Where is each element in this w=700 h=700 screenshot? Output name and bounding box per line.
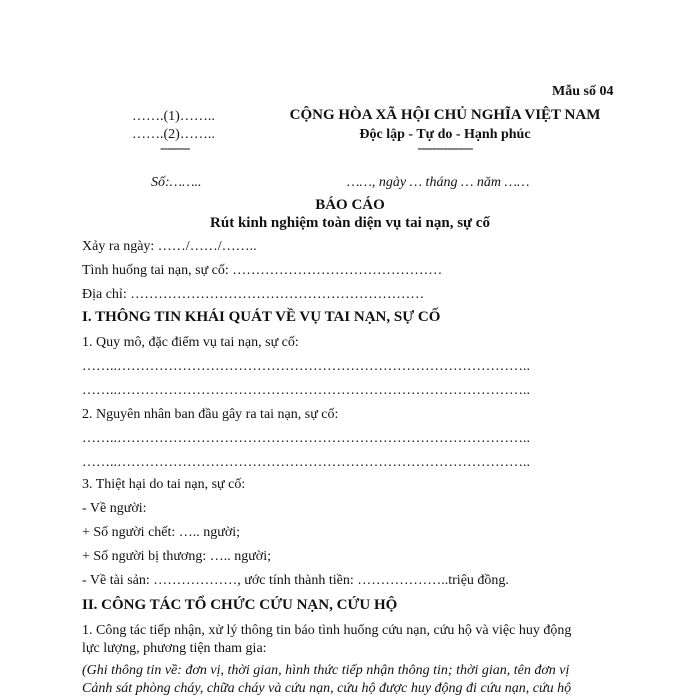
section-2-item-1-line-1: 1. Công tác tiếp nhận, xử lý thông tin báo tình huống cứu nạn, cứu hộ và việc huy động xyxy=(82,623,572,638)
damage-injured: + Số người bị thương: ….. người; xyxy=(82,549,271,564)
section-2-heading: II. CÔNG TÁC TỔ CHỨC CỨU NẠN, CỨU HỘ xyxy=(82,597,398,613)
field-address: Địa chỉ: ……………………………………………………… xyxy=(82,287,425,302)
field-date-occurred: Xảy ra ngày: ……/……/…….. xyxy=(82,239,257,254)
document-number: Số:…….. xyxy=(151,175,202,190)
section-1-heading: I. THÔNG TIN KHÁI QUÁT VỀ VỤ TAI NẠN, SỰ CỐ xyxy=(82,309,441,325)
national-motto: Độc lập - Tự do - Hạnh phúc xyxy=(359,127,531,142)
country-name: CỘNG HÒA XÃ HỘI CHỦ NGHĨA VIỆT NAM xyxy=(289,107,601,123)
damage-dead: + Số người chết: ….. người; xyxy=(82,525,241,540)
damage-people: - Về người: xyxy=(82,501,147,516)
damage-property: - Về tài sản: ………………, ước tính thành tiền: ………………..triệu đồng. xyxy=(82,573,509,588)
section-1-item-3: 3. Thiệt hại do tai nạn, sự cố: xyxy=(82,477,246,492)
form-number: Mẫu số 04 xyxy=(552,84,614,99)
agency-line-1: …….(1)…….. xyxy=(132,109,215,124)
section-1-item-2: 2. Nguyên nhân ban đầu gây ra tai nạn, sự cố: xyxy=(82,407,339,422)
agency-line-2: …….(2)…….. xyxy=(132,127,215,142)
section-1-item-1: 1. Quy mô, đặc điểm vụ tai nạn, sự cố: xyxy=(82,335,299,350)
document-title: BÁO CÁO xyxy=(315,197,385,213)
section-2-item-1-line-2: lực lượng, phương tiện tham gia: xyxy=(82,641,267,656)
dotted-line: ……..…………………………………………………………………………….. xyxy=(82,431,530,446)
document-subtitle: Rút kinh nghiệm toàn diện vụ tai nạn, sự cố xyxy=(210,215,490,231)
dotted-line: ……..…………………………………………………………………………….. xyxy=(82,359,530,374)
dotted-line: ……..…………………………………………………………………………….. xyxy=(82,455,530,470)
field-situation: Tình huống tai nạn, sự cố: ……………………………………… xyxy=(82,263,443,278)
dotted-line: ……..…………………………………………………………………………….. xyxy=(82,383,530,398)
agency-rule: -------- xyxy=(160,141,190,156)
section-2-note-line-1: (Ghi thông tin về: đơn vị, thời gian, hình thức tiếp nhận thông tin; thời gian, tên đơn vị xyxy=(82,663,570,678)
motto-rule: --------------- xyxy=(417,141,473,156)
section-2-note-line-2: Cảnh sát phòng cháy, chữa cháy và cứu nạn, cứu hộ được huy động đi cứu nạn, cứu hộ xyxy=(82,681,572,696)
document-date: ……, ngày … tháng … năm …… xyxy=(347,175,530,190)
